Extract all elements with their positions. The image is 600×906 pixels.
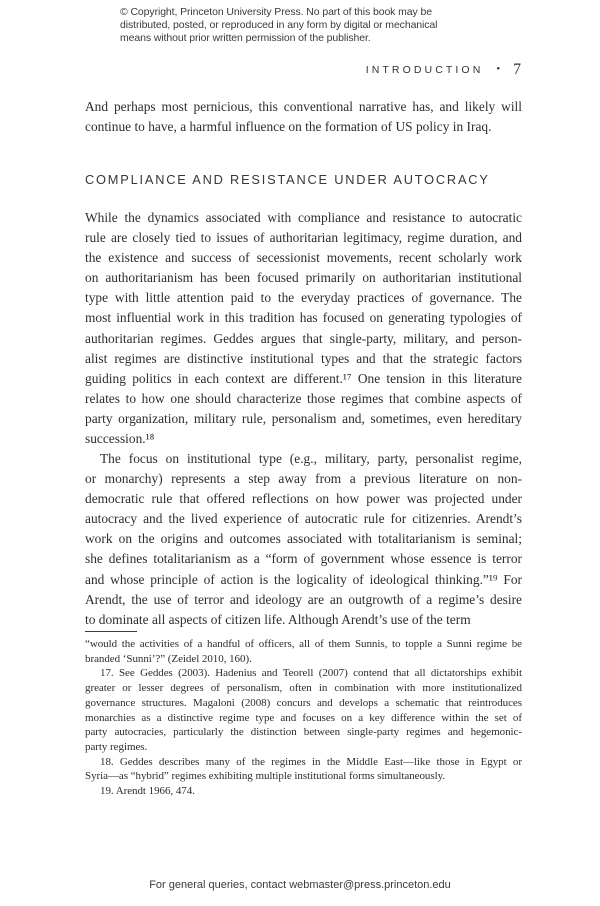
footnote-17: 17. See Geddes (2003). Hadenius and Teorell (2007) contend that all dictatorships exhibit greater or lesser degrees of personalism, often in combination with more institutionalized governance structures. Magaloni (2008) concurs and develops a schematic that reintroduces monarchies as a distinctive regime type and focuses on a key difference within the set of party autocracies, particularly the distinction between single-party regimes and hegemonic- party regimes. [85,667,522,753]
opening-paragraph: And perhaps most pernicious, this conventional narrative has, and likely will continue to have, a harmful influence on the formation of US policy in Iraq. [85,99,522,135]
paragraph-institutional-type: The focus on institutional type (e.g., military, party, personalist regime, or monarchy) represents a step away from a previous literature on non- democratic rule that offered reflections on how power was projected under autocracy and the lived experience of autocratic rule for citizenries. Arendt’s work on the origins and outcomes associated with totalitarianism is seminal; she defines totalitarianism as a “form of government whose essence is terror and whose principle of action is the logicality of ideological thinking.”¹⁹ For Arendt, the use of terror and ideology are an outgrowth of a regime’s desire to dominate all aspects of citizen life. Although Arendt’s use of the term [85,451,522,627]
page-footer: For general queries, contact webmaster@press.princeton.edu [149,879,451,891]
paragraph-typologies: While the dynamics associated with compliance and resistance to autocratic rule are closely tied to issues of authoritarian legitimacy, regime duration, and the existence and success of secessionist movements, recent scholarly work on authoritarianism has been focused primarily on authoritarian institutional type with little attention paid to the everyday practices of governance. The most influential work in this tradition has focused on generating typologies of authoritarian regimes. Geddes argues that single-party, military, and person- alist regimes are distinctive institutional types and that the strategic factors guiding politics in each context are different.¹⁷ One tension in this literature relates to how one should characterize those regimes that combine aspects of party organization, military rule, personalism and, sometimes, even hereditary succession.¹⁸ [85,210,522,447]
footnotes-section [85,637,522,799]
copyright-notice: © Copyright, Princeton University Press. No part of this book may be distributed, posted, or reproduced in any form by digital or mechanical means without prior written permission of the publisher. [120,6,438,44]
footnote-continuation: “would the activities of a handful of officers, all of them Sunnis, to topple a Sunni regime be branded ‘Sunni’?” (Zeidel 2010, 160). [85,638,522,665]
footnote-divider [85,631,137,632]
running-header-section-title: INTRODUCTION [365,64,484,76]
page-number: 7 [513,61,521,78]
footnote-19: 19. Arendt 1966, 474. [100,785,195,798]
section-heading: COMPLIANCE AND RESISTANCE UNDER AUTOCRACY [85,172,490,187]
footnote-18: 18. Geddes describes many of the regimes in the Middle East—like those in Egypt or Syria—as “hybrid” regimes exhibiting multiple institutional forms simultaneously. [85,755,522,783]
running-header [366,61,521,79]
separator-dot-icon: • [496,63,501,75]
